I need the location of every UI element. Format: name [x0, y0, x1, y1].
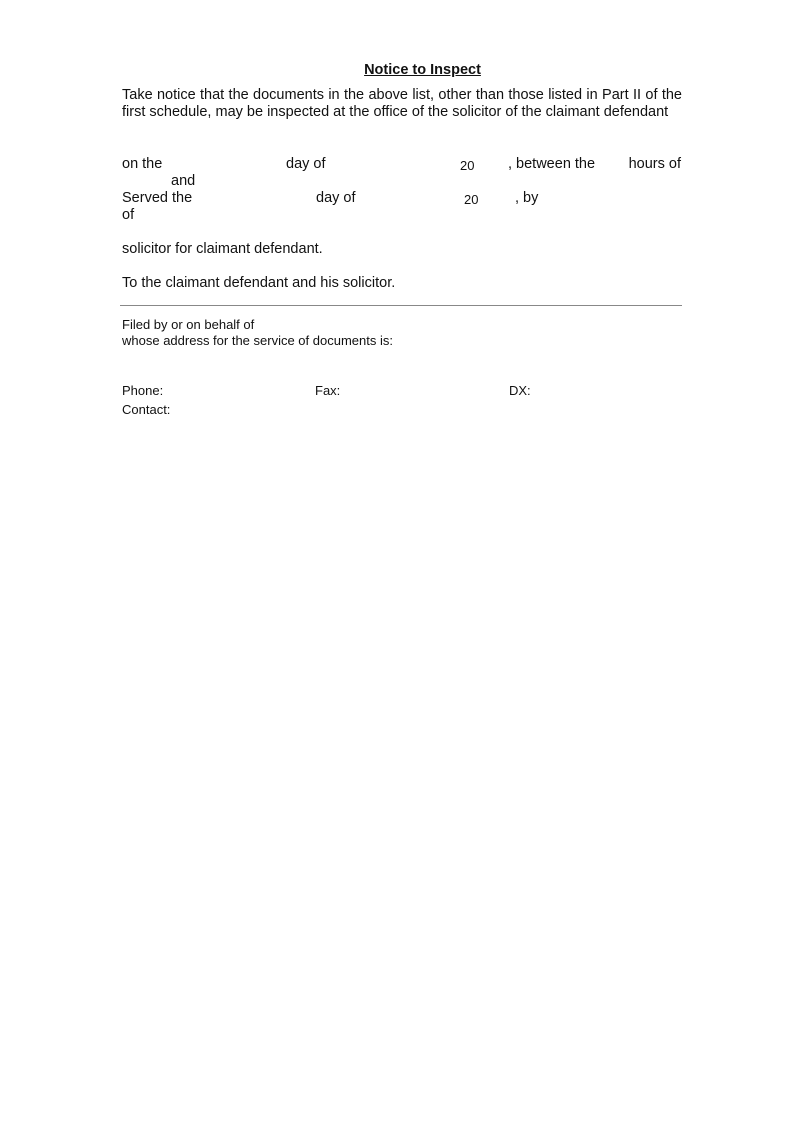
page-title: Notice to Inspect — [364, 62, 481, 78]
solicitor-line: solicitor for claimant defendant. — [122, 241, 323, 257]
divider — [120, 305, 682, 306]
filed-by-label: Filed by or on behalf of — [122, 317, 255, 332]
and-label: and — [171, 173, 196, 189]
between-the-label: , between the — [508, 156, 596, 172]
address-label: whose address for the service of documents is: — [122, 333, 393, 348]
intro-paragraph: Take notice that the documents in the above list, other than those listed in Part II of the first schedule, may be inspected at the office of the solicitor of the claimant defendant — [122, 87, 682, 120]
contact-label: Contact: — [122, 402, 171, 417]
dx-label: DX: — [509, 383, 531, 398]
by-label: , by — [515, 190, 539, 206]
to-line: To the claimant defendant and his solicitor. — [122, 275, 396, 291]
served-the-label: Served the — [122, 190, 193, 206]
hours-of-label: hours of — [628, 156, 681, 172]
served-day-of-label: day of — [316, 190, 356, 206]
fax-label: Fax: — [315, 383, 341, 398]
of-label: of — [122, 207, 135, 223]
on-the-label: on the — [122, 156, 163, 172]
phone-label: Phone: — [122, 383, 164, 398]
served-year-prefix: 20 — [464, 192, 479, 207]
year-prefix: 20 — [460, 158, 475, 173]
day-of-label: day of — [286, 156, 326, 172]
